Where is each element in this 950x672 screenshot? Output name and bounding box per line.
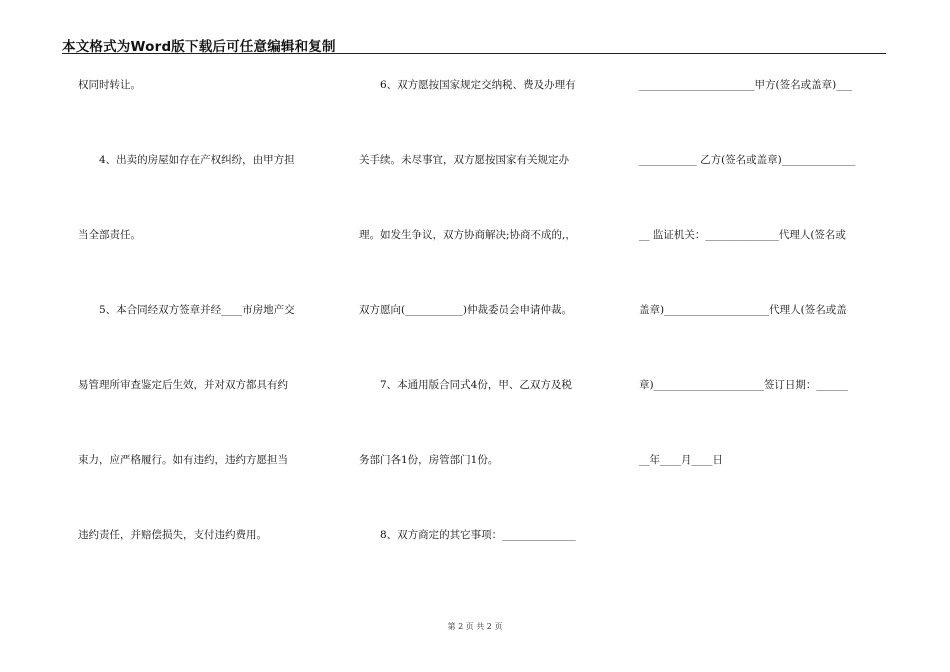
column-1-line-5: 易管理所审查鉴定后生效，并对双方都具有约 — [78, 379, 288, 391]
column-3-line-5: 章)_____________________签订日期：______ — [639, 379, 848, 391]
column-3-line-1: ______________________甲方(签名或盖章)___ — [639, 79, 852, 91]
column-3-line-3: __ 监证机关：______________代理人(签名或 — [639, 229, 846, 241]
column-2-line-5: 7、本通用版合同式4份，甲、乙双方及税 — [380, 379, 572, 391]
column-3-line-6: __年____月____日 — [639, 454, 723, 466]
page-header — [62, 31, 886, 54]
column-2-line-7: 8、双方商定的其它事项：______________ — [380, 529, 576, 541]
column-1-line-3: 当全部责任。 — [78, 229, 141, 241]
column-1-line-4: 5、本合同经双方签章并经____市房地产交 — [99, 304, 295, 316]
column-2-line-6: 务部门各1份，房管部门1份。 — [359, 454, 499, 466]
column-1-line-1: 权同时转让。 — [78, 79, 141, 91]
page-number-label: 第 2 页 共 2 页 — [447, 622, 503, 631]
column-2-line-4: 双方愿向(___________)仲裁委员会申请仲裁。 — [359, 304, 572, 316]
column-1-line-7: 违约责任，并赔偿损失，支付违约费用。 — [78, 529, 267, 541]
column-3-line-2: ___________ 乙方(签名或盖章)______________ — [639, 154, 856, 166]
column-2-line-3: 理。如发生争议，双方协商解决;协商不成的,， — [359, 229, 576, 241]
page-footer — [0, 621, 950, 632]
column-1-line-6: 束力，应严格履行。如有违约，违约方愿担当 — [78, 454, 288, 466]
column-2-line-2: 关手续。未尽事宜，双方愿按国家有关规定办 — [359, 154, 569, 166]
column-2-line-1: 6、双方愿按国家规定交纳税、费及办理有 — [380, 79, 576, 91]
column-1-line-2: 4、出卖的房屋如存在产权纠纷，由甲方担 — [99, 154, 295, 166]
column-3-line-4: 盖章)____________________代理人(签名或盖 — [639, 304, 847, 316]
header-title: 本文格式为Word版下载后可任意编辑和复制 — [62, 39, 336, 55]
